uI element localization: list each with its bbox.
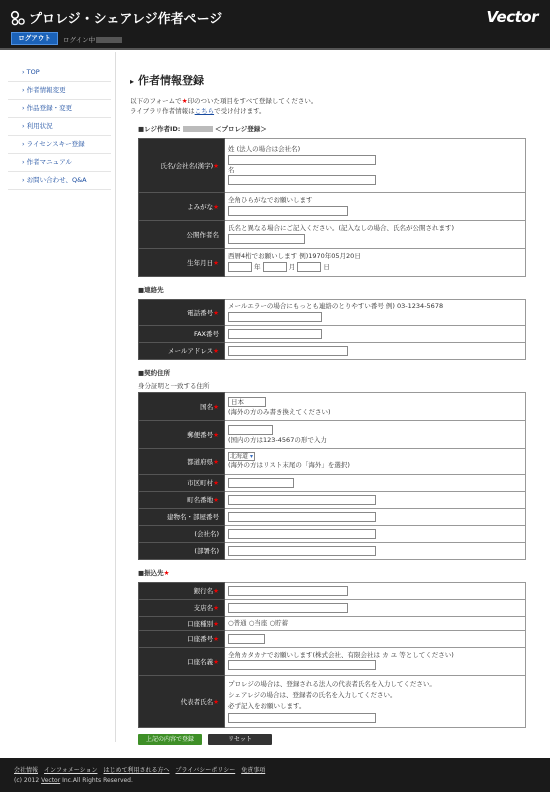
vector-logo[interactable]: Vector bbox=[486, 8, 538, 26]
chevron-down-icon: ▾ bbox=[249, 453, 253, 461]
logout-button[interactable]: ログアウト bbox=[11, 32, 58, 45]
branch-name-input[interactable] bbox=[228, 603, 348, 613]
required-mark: ★ bbox=[213, 430, 219, 439]
sidebar-item-label: 利用状況 bbox=[26, 122, 53, 130]
field-cell bbox=[225, 675, 526, 727]
label-text: 口座種別 bbox=[187, 619, 214, 628]
label-text: 国名 bbox=[200, 402, 214, 411]
table-row bbox=[139, 630, 526, 647]
login-status bbox=[63, 35, 122, 44]
sidebar-item-label: TOP bbox=[26, 68, 40, 76]
required-mark: ★ bbox=[213, 457, 219, 466]
field-label bbox=[139, 508, 225, 525]
intro-line1-c: 印のついた項目をすべて登録してください。 bbox=[187, 97, 318, 105]
field-cell bbox=[225, 616, 526, 630]
field-cell bbox=[225, 420, 526, 448]
label-text: 都道府県 bbox=[187, 457, 214, 466]
radio-touza[interactable]: ○当座 bbox=[248, 618, 268, 627]
sidebar-item-author-info[interactable]: › 作者情報変更 bbox=[8, 82, 111, 100]
field-cell bbox=[225, 249, 526, 277]
field-note: 名 bbox=[228, 165, 235, 174]
phone-input[interactable] bbox=[228, 312, 322, 322]
table-row bbox=[139, 616, 526, 630]
field-cell bbox=[225, 193, 526, 221]
field-cell bbox=[225, 582, 526, 599]
required-mark: ★ bbox=[163, 568, 170, 577]
copyright-c: Inc.All Rights Reserved. bbox=[60, 777, 133, 784]
table-row bbox=[139, 474, 526, 491]
field-label bbox=[139, 675, 225, 727]
label-text: 町名番地 bbox=[187, 496, 214, 504]
field-cell bbox=[225, 139, 526, 193]
field-note: (海外の方のみ書き換えてください) bbox=[228, 407, 331, 416]
required-mark: ★ bbox=[181, 97, 188, 105]
intro-line1-a: 以下のフォームで bbox=[130, 97, 182, 105]
birth-year-input[interactable] bbox=[228, 262, 252, 272]
footer-link-info[interactable]: インフォメーション bbox=[44, 767, 98, 774]
account-number-input[interactable] bbox=[228, 634, 265, 644]
field-label bbox=[139, 420, 225, 448]
label-text: 市区町村 bbox=[187, 479, 214, 487]
field-note: 全角ひらがなでお願いします bbox=[228, 196, 313, 205]
section-bank bbox=[138, 568, 522, 577]
field-cell bbox=[225, 392, 526, 420]
table-row bbox=[139, 392, 526, 420]
footer-link-disclaimer[interactable]: 免責事項 bbox=[241, 767, 266, 774]
footer-link-privacy[interactable]: プライバシーポリシー bbox=[175, 767, 236, 774]
label-text: 生年月日 bbox=[187, 259, 214, 267]
table-row bbox=[139, 300, 526, 326]
label-text: メールアドレス bbox=[167, 347, 214, 355]
table-row bbox=[139, 542, 526, 559]
bank-form-table bbox=[138, 582, 526, 728]
table-row bbox=[139, 675, 526, 727]
radio-label: 当座 bbox=[254, 618, 268, 627]
fax-input[interactable] bbox=[228, 329, 322, 339]
field-label bbox=[139, 491, 225, 508]
label-text: よみがな bbox=[187, 203, 214, 211]
label-text: 氏名/会社名(漢字) bbox=[160, 162, 214, 170]
copyright-a: (c) 2012 bbox=[14, 777, 42, 784]
intro-line2-c: で受け付けます。 bbox=[214, 107, 266, 115]
field-label bbox=[139, 616, 225, 630]
field-label bbox=[139, 392, 225, 420]
label-text: (会社名) bbox=[194, 530, 219, 538]
field-note: シェアレジの場合は、登録者の氏名を入力してください。 bbox=[228, 690, 397, 699]
required-mark: ★ bbox=[213, 697, 219, 706]
field-note: メールエラーの場合にもっとも連絡のとりやすい番号 例) 03-1234-5678 bbox=[228, 302, 444, 310]
surname-input[interactable] bbox=[228, 155, 376, 165]
masked-author-id bbox=[183, 126, 213, 132]
sidebar-item-works[interactable]: › 作品登録・変更 bbox=[8, 100, 111, 118]
required-mark: ★ bbox=[213, 402, 219, 411]
field-cell bbox=[225, 542, 526, 559]
sidebar-item-label: 作者マニュアル bbox=[26, 158, 72, 166]
field-label bbox=[139, 221, 225, 249]
section-contact: ■連絡先 bbox=[138, 286, 164, 294]
field-cell bbox=[225, 525, 526, 542]
unit-year: 年 bbox=[254, 262, 261, 271]
table-row bbox=[139, 525, 526, 542]
table-row bbox=[139, 193, 526, 221]
sidebar-item-contact[interactable]: › お問い合わせ、Q&A bbox=[8, 172, 111, 190]
label-text: 建物名・部屋番号 bbox=[167, 513, 219, 521]
table-row bbox=[139, 221, 526, 249]
table-row bbox=[139, 647, 526, 675]
field-cell bbox=[225, 599, 526, 616]
field-cell bbox=[225, 630, 526, 647]
header-title-text: プロレジ・シェアレジ作者ページ bbox=[29, 12, 223, 27]
login-status-text: ログイン中 bbox=[63, 36, 96, 44]
table-row bbox=[139, 249, 526, 277]
field-label bbox=[139, 582, 225, 599]
public-name-input[interactable] bbox=[228, 234, 305, 244]
field-cell bbox=[225, 474, 526, 491]
kana-input[interactable] bbox=[228, 206, 348, 216]
address-form-table bbox=[138, 392, 526, 560]
sidebar-item-manual[interactable]: › 作者マニュアル bbox=[8, 154, 111, 172]
field-label bbox=[139, 300, 225, 326]
building-input[interactable] bbox=[228, 512, 376, 522]
radio-label: 普通 bbox=[233, 618, 247, 627]
country-input[interactable]: 日本 bbox=[228, 397, 266, 407]
field-cell bbox=[225, 508, 526, 525]
required-mark: ★ bbox=[213, 259, 219, 267]
field-label bbox=[139, 448, 225, 474]
header-title bbox=[10, 8, 222, 27]
account-holder-input[interactable] bbox=[228, 660, 376, 670]
copyright bbox=[14, 777, 550, 784]
radio-chochiku[interactable]: ○貯蓄 bbox=[269, 618, 289, 627]
field-cell bbox=[225, 325, 526, 342]
footer-link-company[interactable]: 会社情報 bbox=[14, 767, 39, 774]
label-text: 銀行名 bbox=[193, 587, 214, 595]
label-text: (部署名) bbox=[194, 547, 219, 555]
copyright-vector-link[interactable]: Vector bbox=[41, 777, 61, 784]
field-note: プロレジの場合は、登録される法人の代表者氏名を入力してください。 bbox=[228, 679, 436, 688]
footer-links bbox=[14, 765, 550, 774]
field-label bbox=[139, 647, 225, 675]
field-cell bbox=[225, 342, 526, 359]
field-note: 氏名と異なる場合にご記入ください。(記入なしの場合、氏名が公開されます) bbox=[228, 224, 455, 233]
label-text: 電話番号 bbox=[187, 308, 214, 317]
field-note: (国内の方は123-4567の形で入力 bbox=[228, 435, 327, 444]
table-row bbox=[139, 325, 526, 342]
field-label bbox=[139, 542, 225, 559]
required-mark: ★ bbox=[213, 308, 219, 317]
form-buttons bbox=[138, 734, 522, 745]
author-id-heading bbox=[138, 124, 522, 133]
cluster-logo-icon bbox=[10, 10, 26, 26]
field-cell bbox=[225, 491, 526, 508]
unit-month: 月 bbox=[288, 262, 296, 271]
intro-line2-a: ライブラリ作者情報は bbox=[130, 107, 195, 115]
label-text: 公開作者名 bbox=[186, 231, 219, 239]
label-text: 口座番号 bbox=[187, 635, 214, 643]
birth-month-input[interactable] bbox=[263, 262, 287, 272]
header bbox=[0, 0, 550, 50]
section-address: ■契約住所 bbox=[138, 368, 171, 377]
city-input[interactable] bbox=[228, 478, 294, 488]
street-input[interactable] bbox=[228, 495, 376, 505]
sidebar-item-label: 作者情報変更 bbox=[26, 86, 66, 94]
author-form-table bbox=[138, 138, 526, 277]
page-title: ▸ 作者情報登録 bbox=[130, 72, 522, 88]
required-mark: ★ bbox=[213, 657, 219, 666]
table-row bbox=[139, 508, 526, 525]
required-mark: ★ bbox=[213, 162, 219, 170]
field-note: 全角カタカナでお願いします(株式会社、有限会社は カ ユ 等としてください) bbox=[228, 650, 454, 659]
required-mark: ★ bbox=[213, 347, 219, 355]
field-label bbox=[139, 525, 225, 542]
library-author-link[interactable]: こちら bbox=[194, 107, 215, 115]
table-row bbox=[139, 448, 526, 474]
table-row bbox=[139, 599, 526, 616]
field-label bbox=[139, 193, 225, 221]
email-input[interactable] bbox=[228, 346, 348, 356]
representative-input[interactable] bbox=[228, 713, 376, 723]
unit-day: 日 bbox=[323, 262, 330, 271]
address-note: 身分証明と一致する住所 bbox=[138, 381, 210, 390]
submit-button[interactable]: 上記の内容で登録 bbox=[138, 734, 202, 745]
required-mark: ★ bbox=[213, 619, 219, 628]
table-row bbox=[139, 582, 526, 599]
field-label bbox=[139, 599, 225, 616]
table-row bbox=[139, 420, 526, 448]
author-id-suffix: ＜プロレジ登録＞ bbox=[214, 125, 267, 133]
main-content bbox=[130, 52, 522, 745]
birth-day-input[interactable] bbox=[297, 262, 321, 272]
company-input[interactable] bbox=[228, 529, 376, 539]
field-label bbox=[139, 249, 225, 277]
table-row bbox=[139, 342, 526, 359]
required-mark: ★ bbox=[213, 479, 219, 487]
zip-input[interactable] bbox=[228, 425, 273, 435]
required-mark: ★ bbox=[213, 496, 219, 504]
field-note: 姓 (法人の場合は会社名) bbox=[228, 145, 301, 153]
sidebar-item-license[interactable]: › ライセンスキー登録 bbox=[8, 136, 111, 154]
label-text: FAX番号 bbox=[193, 330, 219, 338]
radio-label: 貯蓄 bbox=[275, 618, 289, 627]
radio-futsu[interactable]: ○普通 bbox=[228, 618, 247, 627]
required-mark: ★ bbox=[213, 587, 219, 595]
label-text: 支店名 bbox=[193, 604, 214, 612]
required-mark: ★ bbox=[213, 635, 219, 643]
contact-form-table bbox=[138, 299, 526, 360]
table-row bbox=[139, 139, 526, 193]
sidebar-item-top[interactable]: › TOP bbox=[8, 64, 111, 82]
sidebar-item-usage[interactable]: › 利用状況 bbox=[8, 118, 111, 136]
required-mark: ★ bbox=[213, 604, 219, 612]
field-label bbox=[139, 342, 225, 359]
field-note: (海外の方はリスト末尾の「海外」を選択) bbox=[228, 461, 350, 470]
department-input[interactable] bbox=[228, 546, 376, 556]
sidebar-item-label: お問い合わせ、Q&A bbox=[26, 176, 87, 184]
bank-name-input[interactable] bbox=[228, 586, 348, 596]
field-cell bbox=[225, 647, 526, 675]
prefecture-select[interactable] bbox=[228, 452, 255, 461]
table-row bbox=[139, 491, 526, 508]
field-note: 西暦4桁でお願いします 例)1970年05月20日 bbox=[228, 252, 361, 261]
required-mark: ★ bbox=[213, 203, 219, 211]
reset-button[interactable]: リセット bbox=[208, 734, 272, 745]
label-text: 郵便番号 bbox=[187, 430, 214, 439]
footer bbox=[0, 758, 550, 792]
field-cell bbox=[225, 221, 526, 249]
masked-username bbox=[96, 37, 122, 43]
field-cell bbox=[225, 448, 526, 474]
label-text: 代表者氏名 bbox=[180, 697, 214, 706]
sidebar bbox=[0, 52, 116, 742]
intro-text bbox=[130, 96, 522, 116]
field-label bbox=[139, 139, 225, 193]
field-label bbox=[139, 630, 225, 647]
field-label bbox=[139, 474, 225, 491]
author-id-label: ■レジ作者ID: bbox=[138, 125, 181, 133]
section-bank-label: ■振込先 bbox=[138, 568, 164, 577]
label-text: 口座名義 bbox=[187, 657, 214, 666]
prefecture-value: 北海道 bbox=[230, 453, 249, 461]
given-name-input[interactable] bbox=[228, 175, 376, 185]
sidebar-item-label: ライセンスキー登録 bbox=[26, 140, 85, 148]
sidebar-item-label: 作品登録・変更 bbox=[26, 104, 73, 112]
footer-link-beginners[interactable]: はじめて利用される方へ bbox=[103, 767, 170, 774]
field-label bbox=[139, 325, 225, 342]
field-note: 必ず記入をお願いします。 bbox=[228, 701, 306, 710]
field-cell bbox=[225, 300, 526, 326]
